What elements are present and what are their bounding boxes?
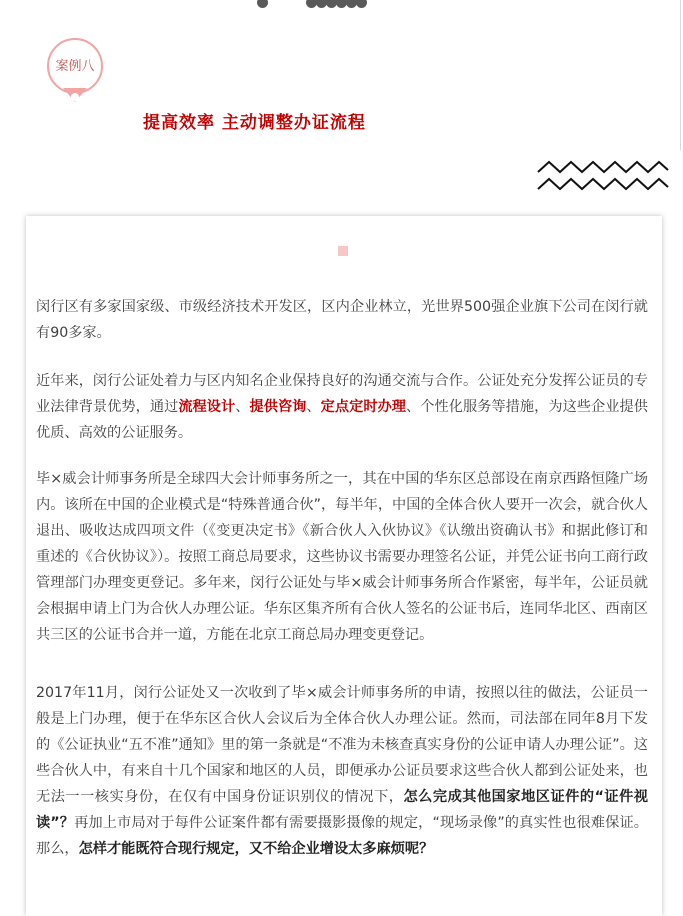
text-span: 近年来，闵行公证处着力与区内知名企业保持良好的沟通交流与合作。公证处充分发挥公证员的专业法律背景优势，通过: [36, 373, 648, 415]
bold-question-1: 怎么完成其他国家地区证件的“证件视读”？: [36, 789, 648, 831]
text-span: 、: [306, 399, 321, 415]
side-divider: [680, 0, 681, 150]
paragraph-firm-background: 毕×威会计师事务所是全球四大会计师事务所之一，其在中国的华东区总部设在南京西路恒隆广场内。该所在中国的企业模式是“特殊普通合伙”，每半年，中国的全体合伙人要开一次会，就合伙人退出、吸收达成四项文件（《变更决定书》《新合伙人入伙协议》《认缴出资确认书》和据此修订和重述的《合伙协议》）。按照工商总局要求，这些协议书需要办理签名公证，并凭公证书向工商行政管理部门办理变更登记。多年来，闵行公证处与毕×威会计师事务所合作紧密，每半年，公证员就会根据申请上门为合伙人办理公证。华东区集齐所有合伙人签名的公证书后，连同华北区、西南区共三区的公证书合并一道，方能在北京工商总局办理变更登记。: [36, 471, 648, 643]
article-card: [26, 216, 662, 916]
case-badge-label: 案例八: [55, 59, 95, 74]
highlight-scheduled-service: 定点定时办理: [320, 399, 407, 415]
highlight-process-design: 流程设计: [178, 399, 236, 415]
text-span: 再加上市局对于每件公证案件都有需要摄影摄像的规定，“现场录像”的真实性也很难保证。那么，: [36, 815, 648, 857]
paragraph-services: [36, 368, 648, 446]
highlight-consulting: 提供咨询: [249, 399, 307, 415]
section-heading: 提高效率 主动调整办证流程: [143, 113, 366, 133]
text-span: 、个性化服务等措施，为这些企业提供优质、高效的公证服务。: [36, 399, 648, 441]
case-badge: [47, 38, 105, 106]
dot-icon: [257, 0, 268, 8]
card-marker: [338, 246, 348, 256]
dot-icon: [356, 0, 367, 8]
text-span: 、: [235, 399, 250, 415]
pin-dot: [71, 93, 79, 101]
zigzag-decoration-icon: [536, 158, 670, 192]
paragraph-intro: 闵行区有多家国家级、市级经济技术开发区，区内企业林立，光世界500强企业旗下公司在闵行就有90多家。: [36, 299, 648, 341]
bold-question-2: 怎样才能既符合现行规定，又不给企业增设太多麻烦呢？: [78, 841, 434, 857]
paragraph-challenge: [36, 680, 648, 862]
text-span: 2017年11月，闵行公证处又一次收到了毕×威会计师事务所的申请，按照以往的做法，公证员一般是上门办理，便于在华东区合伙人会议后为全体合伙人办理公证。然而，司法部在同年8月下发的《公证执业“五不准”通知》里的第一条就是“不准为未核查真实身份的公证申请人办理公证”。这些合伙人中，有来自十几个国家和地区的人员，即便承办公证员要求这些合伙人都到公证处来，也无法一一核实身份，在仅有中国身份证识别仪的情况下，: [36, 685, 648, 805]
